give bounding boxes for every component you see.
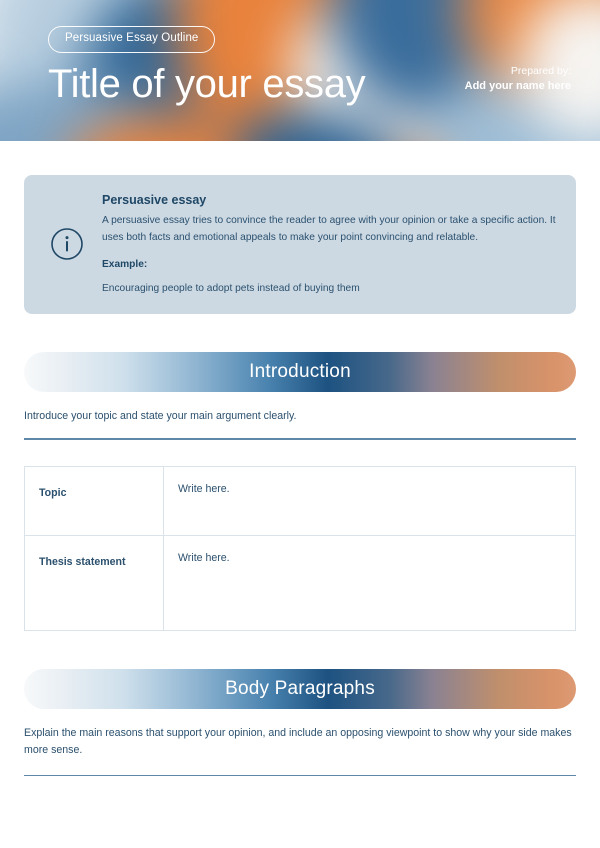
page-header bbox=[0, 0, 600, 141]
section-divider-body-paragraphs bbox=[24, 775, 576, 776]
section-description-introduction: Introduce your topic and state your main argument clearly. bbox=[24, 410, 297, 423]
info-callout-example-text: Encouraging people to adopt pets instead of buying them bbox=[102, 283, 360, 295]
page-title[interactable]: Title of your essay bbox=[48, 61, 366, 106]
table-row-label: Topic bbox=[25, 466, 164, 535]
section-description-body-paragraphs: Explain the main reasons that support your opinion, and include an opposing viewpoint to show why your side makes more sense. bbox=[24, 726, 572, 756]
info-callout-body bbox=[102, 193, 556, 294]
table-row-value[interactable]: Write here. bbox=[164, 535, 576, 630]
section-banner-body-paragraphs bbox=[24, 669, 576, 709]
author-name-field[interactable]: Add your name here bbox=[464, 80, 571, 93]
section-title-body-paragraphs: Body Paragraphs bbox=[225, 677, 375, 699]
info-callout-example-label: Example: bbox=[102, 259, 148, 271]
section-divider-introduction bbox=[24, 438, 576, 439]
info-callout bbox=[24, 175, 576, 314]
section-banner-introduction bbox=[24, 352, 576, 392]
section-title-introduction: Introduction bbox=[249, 361, 351, 383]
section-introduction bbox=[24, 352, 576, 631]
introduction-table bbox=[24, 466, 576, 631]
section-body-paragraphs bbox=[24, 669, 576, 777]
table-row bbox=[25, 466, 576, 535]
prepared-by-label: Prepared by: bbox=[510, 65, 571, 77]
info-callout-description: A persuasive essay tries to convince the reader to agree with your opinion or take a specific action. It uses both facts and emotional appeals to make your point convincing and relatable. bbox=[102, 215, 556, 243]
table-row-label: Thesis statement bbox=[25, 535, 164, 630]
prepared-by-block bbox=[465, 64, 571, 95]
info-callout-title: Persuasive essay bbox=[102, 193, 207, 207]
info-circle-icon bbox=[50, 227, 84, 261]
table-row-value[interactable]: Write here. bbox=[164, 466, 576, 535]
document-type-badge: Persuasive Essay Outline bbox=[48, 26, 215, 53]
page-body bbox=[0, 175, 600, 776]
table-row bbox=[25, 535, 576, 630]
